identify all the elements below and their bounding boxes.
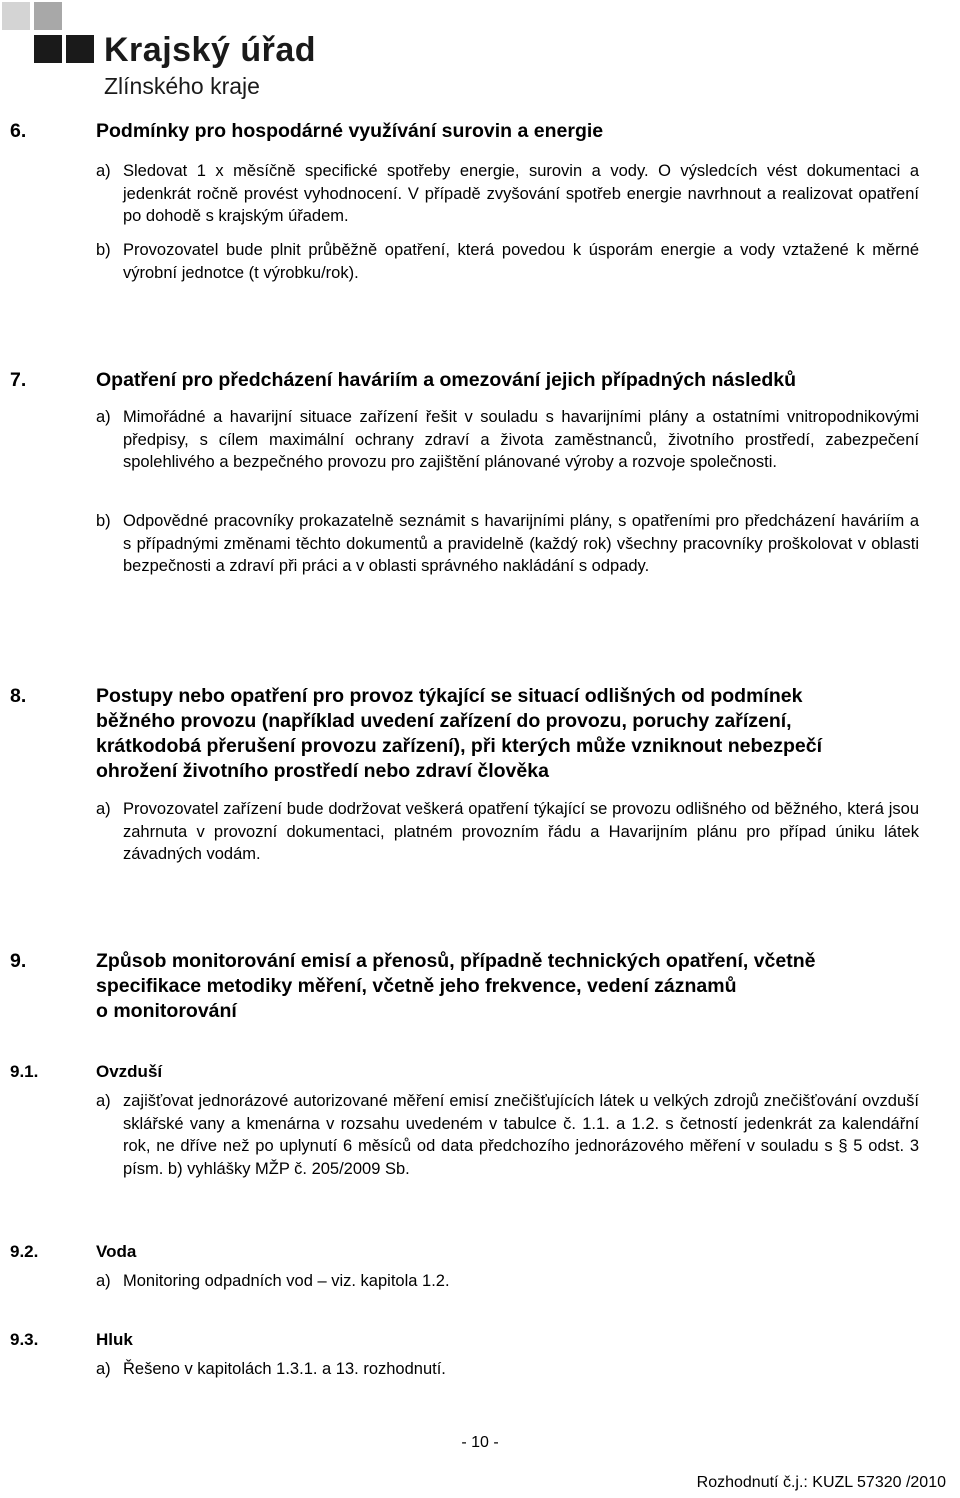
section-6-item-a (96, 160, 919, 228)
subsection-9-1-item-a (96, 1090, 919, 1180)
item-label: b) (96, 512, 111, 530)
section-8-title-line: Postupy nebo opatření pro provoz týkající se situací odlišných od podmínek (96, 685, 803, 707)
section-8-number: 8. (10, 685, 27, 707)
section-7-item-b (96, 510, 919, 578)
section-9-title-line: o monitorování (96, 1000, 237, 1022)
section-8-title-line: běžného provozu (například uvedení zařízení do provozu, poruchy zařízení, (96, 710, 792, 732)
item-label: a) (96, 1360, 111, 1378)
subsection-9-3-item-a (96, 1358, 919, 1381)
section-7-title: Opatření pro předcházení haváriím a omezování jejich případných následků (96, 369, 797, 391)
item-label: b) (96, 241, 111, 259)
logo-square-dark-icon (34, 35, 62, 63)
item-label: a) (96, 800, 111, 818)
section-6-title: Podmínky pro hospodárné využívání surovin a energie (96, 120, 604, 142)
item-text: Odpovědné pracovníky prokazatelně seznámit s havarijními plány, s opatřeními pro předcházení haváriím a s případnými změnami těchto dokumentů a pravidelně (každý rok) všechny pracovníky proškolovat v oblasti bezpečnosti a zdraví při práci a v oblasti správného nakládání s odpady. (123, 512, 919, 575)
subsection-9-1-number: 9.1. (10, 1062, 39, 1081)
section-8-title-line: krátkodobá přerušení provozu zařízení), při kterých může vzniknout nebezpečí (96, 735, 822, 757)
logo-square-dark-icon (66, 35, 94, 63)
logo-subtitle: Zlínského kraje (104, 73, 260, 99)
page-number: - 10 - (461, 1434, 499, 1451)
item-text: Mimořádné a havarijní situace zařízení řešit v souladu s havarijními plány a ostatními vnitropodnikovými předpisy, s cílem maximální ochrany zdraví a života zaměstnanců, životního prostředí, zabezpečení spolehlivého a bezpečného provozu pro zajištění plánované výroby a rozvoje společnosti. (123, 408, 919, 471)
logo-square-light-icon (2, 2, 30, 30)
item-label: a) (96, 1272, 111, 1290)
section-6-number: 6. (10, 120, 27, 142)
section-7-item-a (96, 406, 919, 474)
item-text: Provozovatel bude plnit průběžně opatření, která povedou k úsporám energie a vody vztažené k měrné výrobní jednotce (t výrobku/rok). (123, 241, 919, 282)
subsection-9-2-title: Voda (96, 1242, 137, 1261)
item-text: zajišťovat jednorázové autorizované měření emisí znečišťujících látek u velkých zdrojů znečišťování ovzduší sklářské vany a kmenárna v rozsahu uvedeném v tabulce č. 1.1. a 1.2. s četností jedenkrát za kalendářní rok, ne dříve než po uplynutí 6 měsíců od data předchozího jednorázového měření v souladu s § 5 odst. 3 písm. b) vyhlášky MŽP č. 205/2009 Sb. (123, 1092, 919, 1178)
subsection-9-2-item-a (96, 1270, 919, 1293)
item-label: a) (96, 1092, 111, 1110)
subsection-9-1-title: Ovzduší (96, 1062, 163, 1081)
item-text: Provozovatel zařízení bude dodržovat veškerá opatření týkající se provozu odlišného od běžného, která jsou zahrnuta v provozní dokumentaci, platném provozním řádu a Havarijním plánu pro případ úniku látek závadných vodám. (123, 800, 919, 863)
item-text: Monitoring odpadních vod – viz. kapitola 1.2. (123, 1272, 450, 1290)
item-label: a) (96, 408, 111, 426)
section-6-item-b (96, 239, 919, 284)
item-text: Řešeno v kapitolách 1.3.1. a 13. rozhodnutí. (123, 1360, 446, 1378)
section-9-number: 9. (10, 950, 27, 972)
document-reference: Rozhodnutí č.j.: KUZL 57320 /2010 (696, 1474, 946, 1491)
section-8-item-a (96, 798, 919, 866)
subsection-9-3-title: Hluk (96, 1330, 133, 1349)
subsection-9-3-number: 9.3. (10, 1330, 39, 1349)
logo-title: Krajský úřad (104, 31, 316, 69)
item-text: Sledovat 1 x měsíčně specifické spotřeby energie, surovin a vody. O výsledcích vést dokumentaci a jedenkrát ročně provést vyhodnocení. V případě zvyšování spotřeb energie navrhnout a realizovat opatření po dohodě s krajským úřadem. (123, 162, 919, 225)
section-9-title-line: Způsob monitorování emisí a přenosů, případně technických opatření, včetně (96, 950, 816, 972)
subsection-9-2-number: 9.2. (10, 1242, 39, 1261)
logo (0, 0, 320, 110)
logo-square-mid-icon (34, 2, 62, 30)
section-9-title-line: specifikace metodiky měření, včetně jeho frekvence, vedení záznamů (96, 975, 737, 997)
section-8-title-line: ohrožení životního prostředí nebo zdraví člověka (96, 760, 549, 782)
item-label: a) (96, 162, 111, 180)
section-7-number: 7. (10, 369, 27, 391)
